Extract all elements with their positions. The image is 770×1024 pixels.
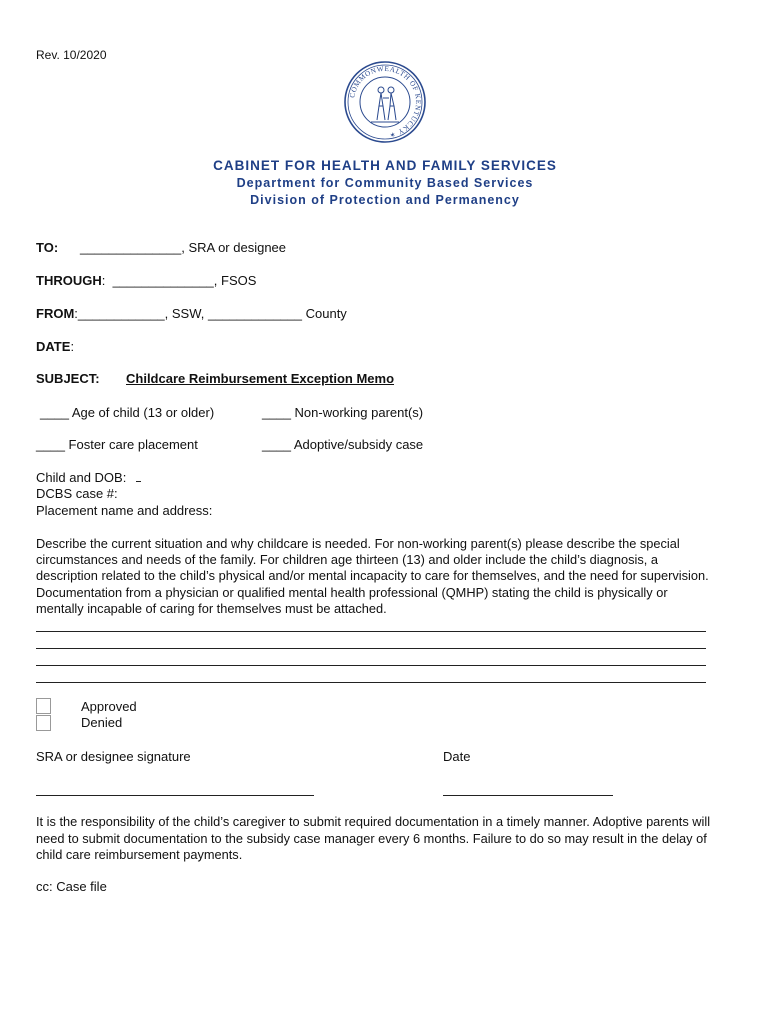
denied-label: Denied: [81, 715, 123, 730]
to-label: TO:: [36, 240, 59, 255]
subject-label: SUBJECT: [36, 371, 96, 386]
from-label: FROM: [36, 306, 75, 321]
approved-checkbox[interactable]: [36, 698, 51, 714]
response-line[interactable]: [36, 648, 706, 649]
from-field[interactable]: ____________, SSW, _____________ County: [77, 306, 347, 321]
signature-date-label: Date: [443, 749, 471, 764]
response-line[interactable]: [36, 631, 706, 632]
kentucky-seal: [343, 60, 427, 144]
situation-instructions: Describe the current situation and why childcare is needed. For non-working parent(s) please describe the special circumstances and needs of the family. For children age thirteen (13) and older include the child’s diagnosis, a description related to the child’s physical and/or mental incapacity to care for themselves, and the need for supervision. Documentation from a physician or qualified mental health professional (QMHP) stating the child is physically or mentally incapable of caring for themselves must be attached.: [36, 536, 709, 616]
memo-subject: Childcare Reimbursement Exception Memo: [126, 371, 395, 386]
date-label: DATE: [36, 339, 71, 354]
option-adoptive-subsidy[interactable]: ____ Adoptive/subsidy case: [262, 437, 424, 452]
svg-text:COMMONWEALTH OF KENTUCKY ✶: COMMONWEALTH OF KENTUCKY ✶: [348, 64, 423, 139]
cc-line: cc: Case file: [36, 879, 107, 894]
option-non-working-parent[interactable]: ____ Non-working parent(s): [262, 405, 424, 420]
signature-date-line[interactable]: [443, 795, 613, 796]
through-field[interactable]: ______________, FSOS: [112, 273, 257, 288]
response-line[interactable]: [36, 665, 706, 666]
to-field[interactable]: ______________, SRA or designee: [80, 240, 287, 255]
through-row: THROUGH: ______________, FSOS: [36, 273, 257, 288]
sra-signature-label: SRA or designee signature: [36, 749, 191, 764]
child-dob-row: [36, 470, 141, 485]
approved-label: Approved: [81, 699, 137, 714]
division-name: Division of Protection and Permanency: [250, 193, 520, 207]
denied-checkbox[interactable]: [36, 715, 51, 731]
response-line[interactable]: [36, 682, 706, 683]
child-dob-label: Child and DOB:: [36, 470, 127, 485]
option-age-of-child[interactable]: ____ Age of child (13 or older): [40, 405, 215, 420]
revision-date: Rev. 10/2020: [36, 48, 107, 62]
child-dob-field[interactable]: [136, 481, 141, 482]
placement-label: Placement name and address:: [36, 503, 213, 518]
caregiver-responsibility-note: It is the responsibility of the child’s caregiver to submit required documentation in a timely manner. Adoptive parents will need to submit documentation to the subsidy case manager every 6 months. Failure to do so may result in the delay of child care reimbursement payments.: [36, 814, 711, 862]
case-number-label: DCBS case #:: [36, 486, 118, 501]
through-label: THROUGH: [36, 273, 102, 288]
date-row: DATE:: [36, 339, 75, 354]
sra-signature-line[interactable]: [36, 795, 314, 796]
from-row: FROM:____________, SSW, _____________ County: [36, 306, 347, 321]
cabinet-name: CABINET FOR HEALTH AND FAMILY SERVICES: [213, 158, 557, 173]
department-name: Department for Community Based Services: [236, 176, 534, 190]
subject-label-wrap: SUBJECT:: [36, 371, 100, 386]
option-foster-care[interactable]: ____ Foster care placement: [36, 437, 198, 452]
